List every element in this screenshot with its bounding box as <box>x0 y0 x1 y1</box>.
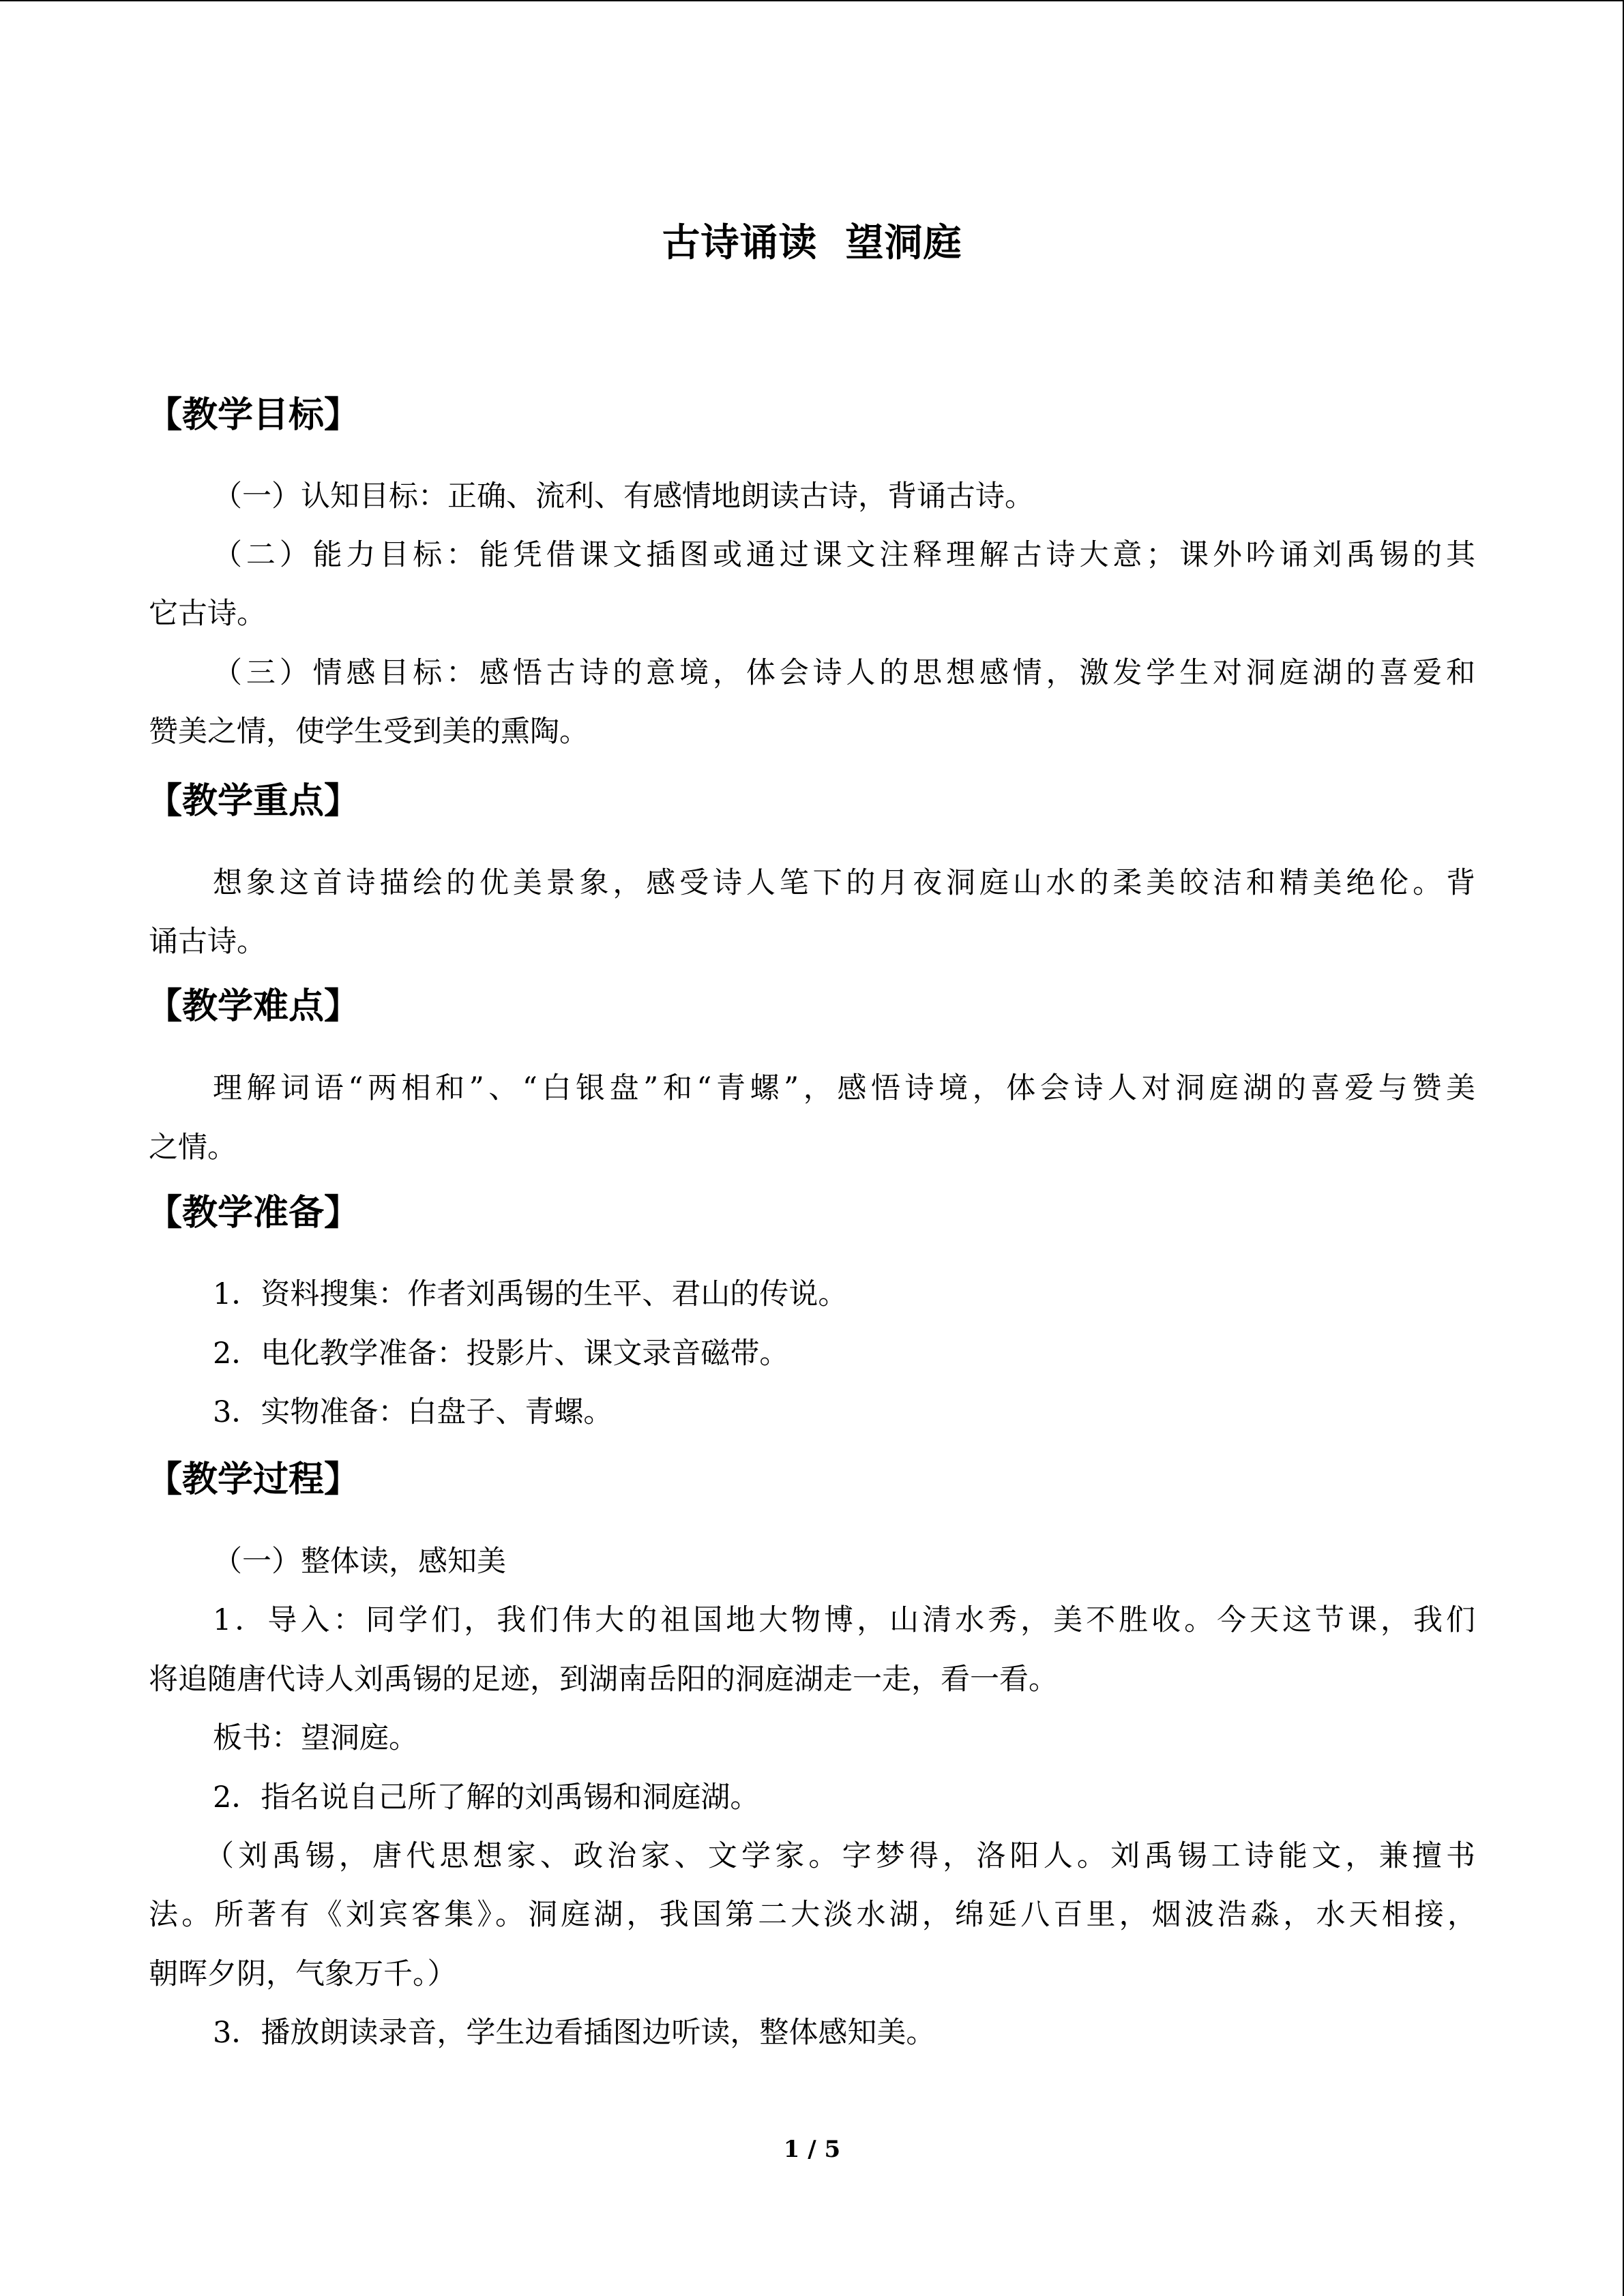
process-line-9: 3．播放朗读录音，学生边看插图边听读，整体感知美。 <box>213 2016 936 2050</box>
preparation-line-2: 2．电化教学准备：投影片、课文录音磁带。 <box>213 1337 789 1371</box>
objective-line-5: 赞美之情，使学生受到美的熏陶。 <box>149 715 589 749</box>
section-heading-process: 【教学过程】 <box>147 1459 360 1500</box>
objective-line-4: （三）情感目标：感悟古诗的意境，体会诗人的思想感情，激发学生对洞庭湖的喜爱和 <box>213 656 1475 690</box>
objective-line-2: （二）能力目标：能凭借课文插图或通过课文注释理解古诗大意；课外吟诵刘禹锡的其 <box>213 538 1475 572</box>
objective-line-1: （一）认知目标：正确、流利、有感情地朗读古诗，背诵古诗。 <box>213 479 1034 513</box>
section-heading-key-points: 【教学重点】 <box>147 781 360 822</box>
process-line-2: 1．导入：同学们，我们伟大的祖国地大物博，山清水秀，美不胜收。今天这节课，我们 <box>213 1603 1475 1637</box>
process-line-6: （刘禹锡，唐代思想家、政治家、文学家。字梦得，洛阳人。刘禹锡工诗能文，兼擅书 <box>205 1839 1475 1873</box>
page-number: 1 / 5 <box>783 2136 841 2163</box>
process-line-3: 将追随唐代诗人刘禹锡的足迹，到湖南岳阳的洞庭湖走一走，看一看。 <box>149 1663 1058 1697</box>
document-title: 古诗诵读 望洞庭 <box>662 221 962 265</box>
key-point-line-1: 想象这首诗描绘的优美景象，感受诗人笔下的月夜洞庭山水的柔美皎洁和精美绝伦。背 <box>213 866 1475 900</box>
section-heading-difficulties: 【教学难点】 <box>147 986 360 1027</box>
process-line-8: 朝晖夕阴，气象万千。） <box>149 1957 457 1991</box>
objective-line-3: 它古诗。 <box>149 597 266 631</box>
section-heading-objectives: 【教学目标】 <box>147 395 360 436</box>
preparation-line-3: 3．实物准备：白盘子、青螺。 <box>213 1395 613 1429</box>
process-line-5: 2．指名说自己所了解的刘禹锡和洞庭湖。 <box>213 1780 760 1815</box>
preparation-line-1: 1．资料搜集：作者刘禹锡的生平、君山的传说。 <box>213 1277 848 1311</box>
difficulty-line-1: 理解词语“两相和”、“白银盘”和“青螺”，感悟诗境，体会诗人对洞庭湖的喜爱与赞美 <box>213 1071 1475 1105</box>
section-heading-preparation: 【教学准备】 <box>147 1193 360 1234</box>
process-line-7: 法。所著有《刘宾客集》。洞庭湖，我国第二大淡水湖，绵延八百里，烟波浩淼，水天相接， <box>149 1898 1477 1932</box>
process-line-4: 板书：望洞庭。 <box>213 1721 418 1755</box>
key-point-line-2: 诵古诗。 <box>149 925 266 959</box>
process-line-1: （一）整体读，感知美 <box>213 1545 506 1579</box>
difficulty-line-2: 之情。 <box>149 1131 237 1165</box>
